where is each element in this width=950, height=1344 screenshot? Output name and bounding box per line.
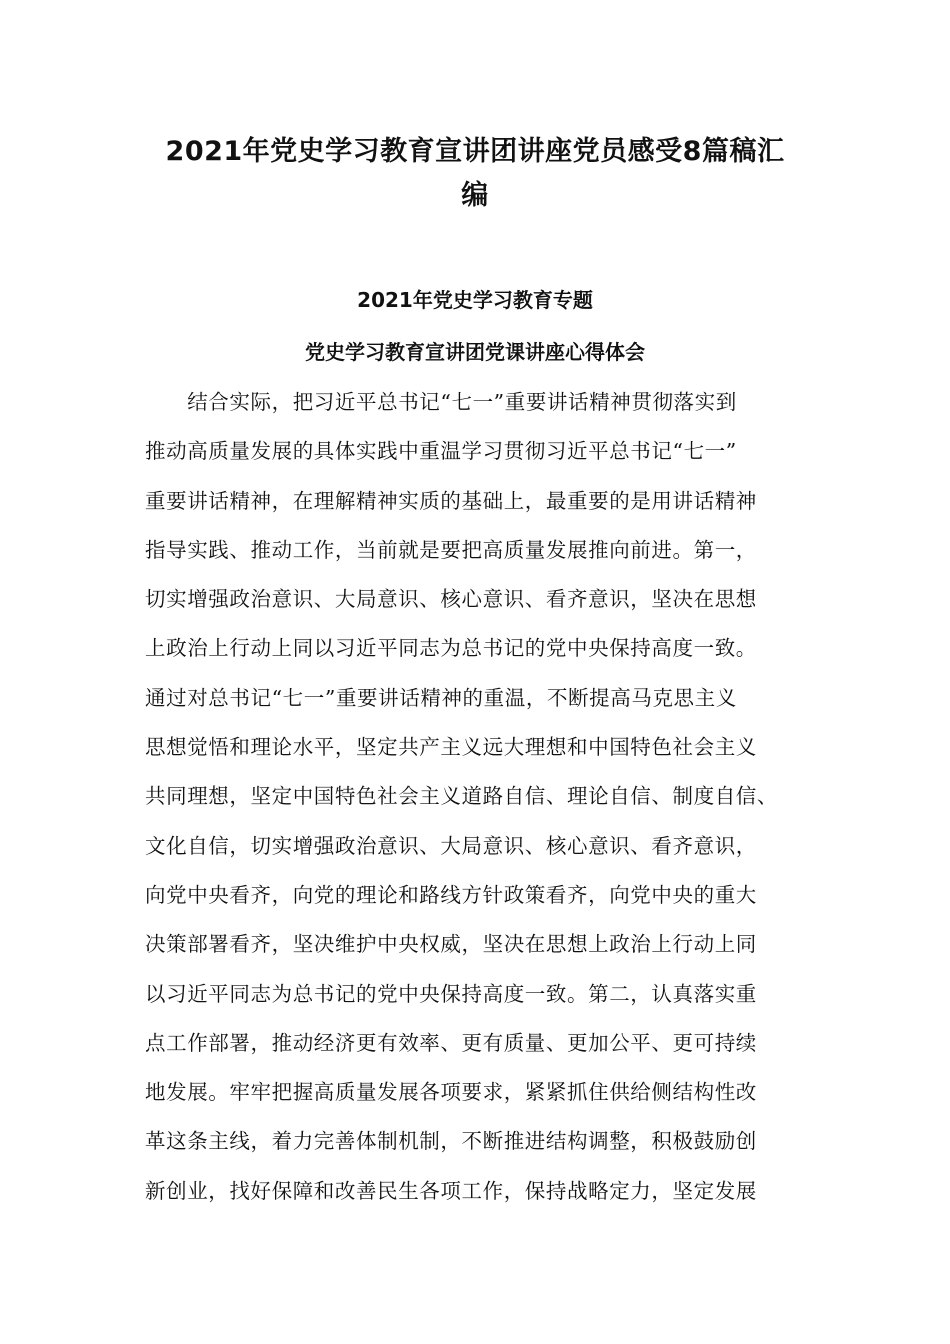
title-line: 2021年党史学习教育宣讲团讲座党员感受8篇稿汇: [165, 136, 785, 167]
body-line: 文化自信，切实增强政治意识、大局意识、核心意识、看齐意识，: [145, 833, 757, 858]
body-line: 指导实践、推动工作，当前就是要把高质量发展推向前进。第一，: [145, 537, 757, 562]
body-line: 革这条主线，着力完善体制机制，不断推进结构调整，积极鼓励创: [145, 1129, 757, 1154]
body-line: 切实增强政治意识、大局意识、核心意识、看齐意识，坚决在思想: [145, 587, 757, 612]
body-line: 上政治上行动上同以习近平同志为总书记的党中央保持高度一致。: [145, 636, 757, 661]
body-line: 重要讲话精神，在理解精神实质的基础上，最重要的是用讲话精神: [145, 488, 757, 513]
document-title: [130, 130, 820, 218]
body-line: 决策部署看齐，坚决维护中央权威，坚决在思想上政治上行动上同: [145, 932, 757, 957]
body-line: 地发展。牢牢把握高质量发展各项要求，紧紧抓住供给侧结构性改: [145, 1080, 757, 1105]
body-line: 推动高质量发展的具体实践中重温学习贯彻习近平总书记“七一”: [145, 439, 737, 464]
section-subheading: 2021年党史学习教育专题: [357, 288, 593, 312]
body-line: 共同理想，坚定中国特色社会主义道路自信、理论自信、制度自信、: [145, 784, 778, 809]
body-line: 通过对总书记“七一”重要讲话精神的重温，不断提高马克思主义: [145, 685, 737, 710]
title-line: 编: [461, 180, 489, 211]
body-line: 思想觉悟和理论水平，坚定共产主义远大理想和中国特色社会主义: [145, 735, 757, 760]
body-paragraph: [145, 378, 825, 1216]
body-line: 以习近平同志为总书记的党中央保持高度一致。第二，认真落实重: [145, 981, 757, 1006]
section-subheading: 党史学习教育宣讲团党课讲座心得体会: [305, 340, 645, 364]
body-line: 结合实际，把习近平总书记“七一”重要讲话精神贯彻落实到: [145, 390, 737, 414]
body-line: 新创业，找好保障和改善民生各项工作，保持战略定力，坚定发展: [145, 1178, 757, 1203]
body-line: 点工作部署，推动经济更有效率、更有质量、更加公平、更可持续: [145, 1030, 757, 1055]
body-line: 向党中央看齐，向党的理论和路线方针政策看齐，向党中央的重大: [145, 882, 757, 907]
